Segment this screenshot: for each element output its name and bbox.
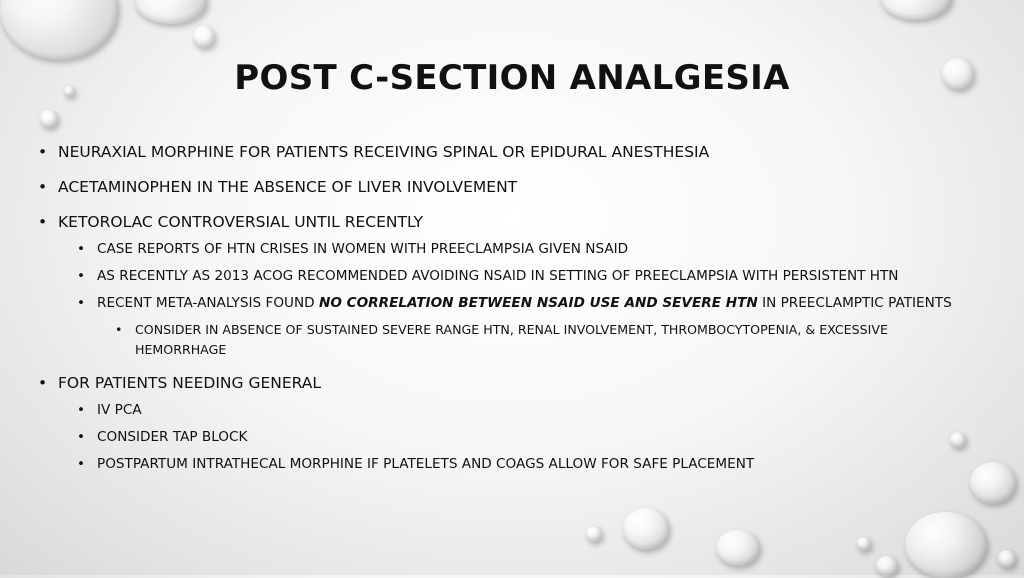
bullet-marker: • — [38, 374, 48, 392]
bullet-text: FOR PATIENTS NEEDING GENERAL — [58, 374, 322, 392]
bullet-text: NEURAXIAL MORPHINE FOR PATIENTS RECEIVING SPINAL OR EPIDURAL ANESTHESIA — [58, 143, 710, 161]
bullet-marker: • — [38, 213, 48, 231]
bullet-text: CASE REPORTS OF HTN CRISES IN WOMEN WITH PREECLAMPSIA GIVEN NSAID — [97, 241, 629, 257]
bullet-marker: • — [77, 429, 86, 445]
bullet-text: KETOROLAC CONTROVERSIAL UNTIL RECENTLY — [58, 213, 424, 231]
bullet-text-before: RECENT META-ANALYSIS FOUND — [97, 295, 319, 311]
bullet-marker: • — [77, 241, 86, 257]
bullet-text: IV PCA — [97, 402, 142, 418]
bullet-text: CONSIDER TAP BLOCK — [97, 429, 248, 445]
bullet-marker: • — [38, 143, 48, 161]
bullet-text: AS RECENTLY AS 2013 ACOG RECOMMENDED AVOIDING NSAID IN SETTING OF PREECLAMPSIA WITH PERSISTENT HTN — [97, 268, 899, 284]
bullet-text: CONSIDER IN ABSENCE OF SUSTAINED SEVERE RANGE HTN, RENAL INVOLVEMENT, THROMBOCYTOPENIA, & EXCESSIVE HEMORRHAGE — [135, 322, 888, 357]
bullet-text: ACETAMINOPHEN IN THE ABSENCE OF LIVER INVOLVEMENT — [58, 178, 518, 196]
bullet-text — [97, 295, 952, 311]
bullet-marker: • — [77, 295, 86, 311]
bullet-marker: • — [77, 456, 86, 472]
bullet-text-emphasis: NO CORRELATION BETWEEN NSAID USE AND SEVERE HTN — [318, 295, 758, 311]
bullet-text: POSTPARTUM INTRATHECAL MORPHINE IF PLATELETS AND COAGS ALLOW FOR SAFE PLACEMENT — [97, 456, 755, 472]
bullet-text-after: IN PREECLAMPTIC PATIENTS — [757, 295, 952, 311]
bullet-marker: • — [38, 178, 48, 196]
bullet-marker: • — [77, 268, 86, 284]
bullet-marker: • — [77, 402, 86, 418]
slide-title: POST C-SECTION ANALGESIA — [234, 58, 790, 98]
bullet-marker: • — [115, 322, 123, 337]
